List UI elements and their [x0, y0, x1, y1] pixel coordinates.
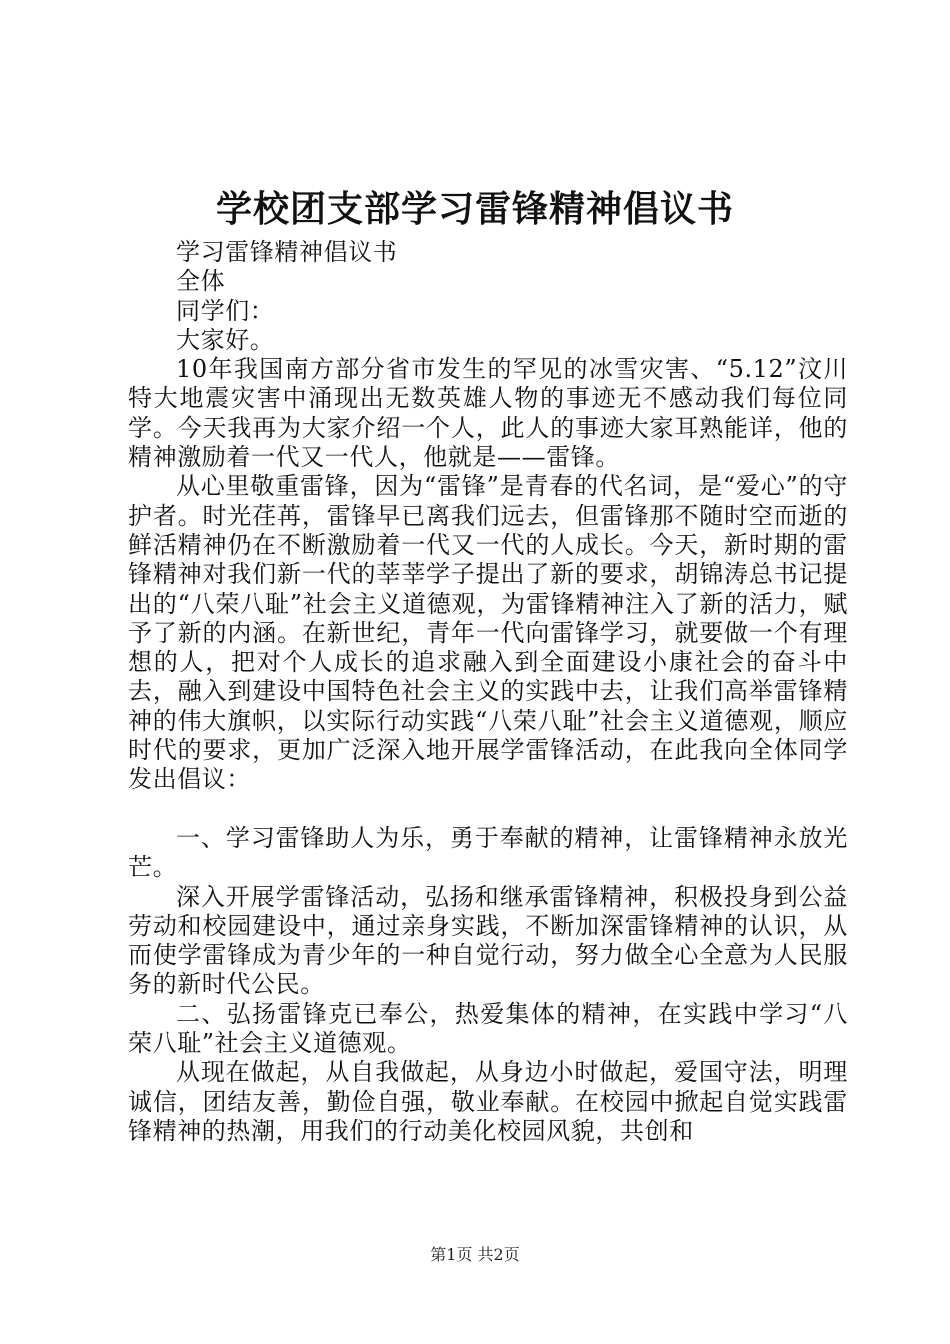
paragraph-intro: 10年我国南方部分省市发生的罕见的冰雪灾害、“5.12”汶川特大地震灾害中涌现出无数英雄人物的事迹无不感动我们每位同学。今天我再为大家介绍一个人，此人的事迹大家耳熟能详，他的精神激励着一代又一代人，他就是——雷锋。: [128, 355, 848, 472]
paragraph-point-2-detail: 从现在做起，从自我做起，从身边小时做起，爱国守法，明理诚信，团结友善，勤俭自强，敬业奉献。在校园中掀起自觉实践雷锋精神的热潮，用我们的行动美化校园风貌，共创和: [128, 1058, 848, 1145]
paragraph-point-2: 二、弘扬雷锋克已奉公，热爱集体的精神，在实践中学习“八荣八耻”社会主义道德观。: [128, 999, 848, 1058]
paragraph-greeting: 大家好。: [176, 325, 275, 354]
paragraph-point-1: 一、学习雷锋助人为乐，勇于奉献的精神，让雷锋精神永放光芒。: [128, 823, 848, 882]
paragraph-salutation-2: 同学们：: [176, 296, 275, 325]
paragraph-respect: 从心里敬重雷锋，因为“雷锋”是青春的代名词，是“爱心”的守护者。时光荏苒，雷锋早已离我们远去，但雷锋那不随时空而逝的鲜活精神仍在不断激励着一代又一代的人成长。今天，新时期的雷锋精神对我们新一代的莘莘学子提出了新的要求，胡锦涛总书记提出的“八荣八耻”社会主义道德观，为雷锋精神注入了新的活力，赋予了新的内涵。在新世纪，青年一代向雷锋学习，就要做一个有理想的人，把对个人成长的追求融入到全面建设小康社会的奋斗中去，融入到建设中国特色社会主义的实践中去，让我们高举雷锋精神的伟大旗帜，以实际行动实践“八荣八耻”社会主义道德观，顺应时代的要求，更加广泛深入地开展学雷锋活动，在此我向全体同学发出倡议：: [128, 472, 848, 794]
page-footer: 第1页 共2页: [430, 1245, 520, 1264]
paragraph-heading: 学习雷锋精神倡议书: [176, 238, 398, 266]
paragraph-salutation-1: 全体: [176, 267, 226, 296]
document-title: 学校团支部学习雷锋精神倡议书: [215, 188, 734, 230]
paragraph-point-1-detail: 深入开展学雷锋活动，弘扬和继承雷锋精神，积极投身到公益劳动和校园建设中，通过亲身实践，不断加深雷锋精神的认识，从而使学雷锋成为青少年的一种自觉行动，努力做全心全意为人民服务的新时代公民。: [128, 882, 848, 999]
document-body: [128, 238, 848, 1146]
